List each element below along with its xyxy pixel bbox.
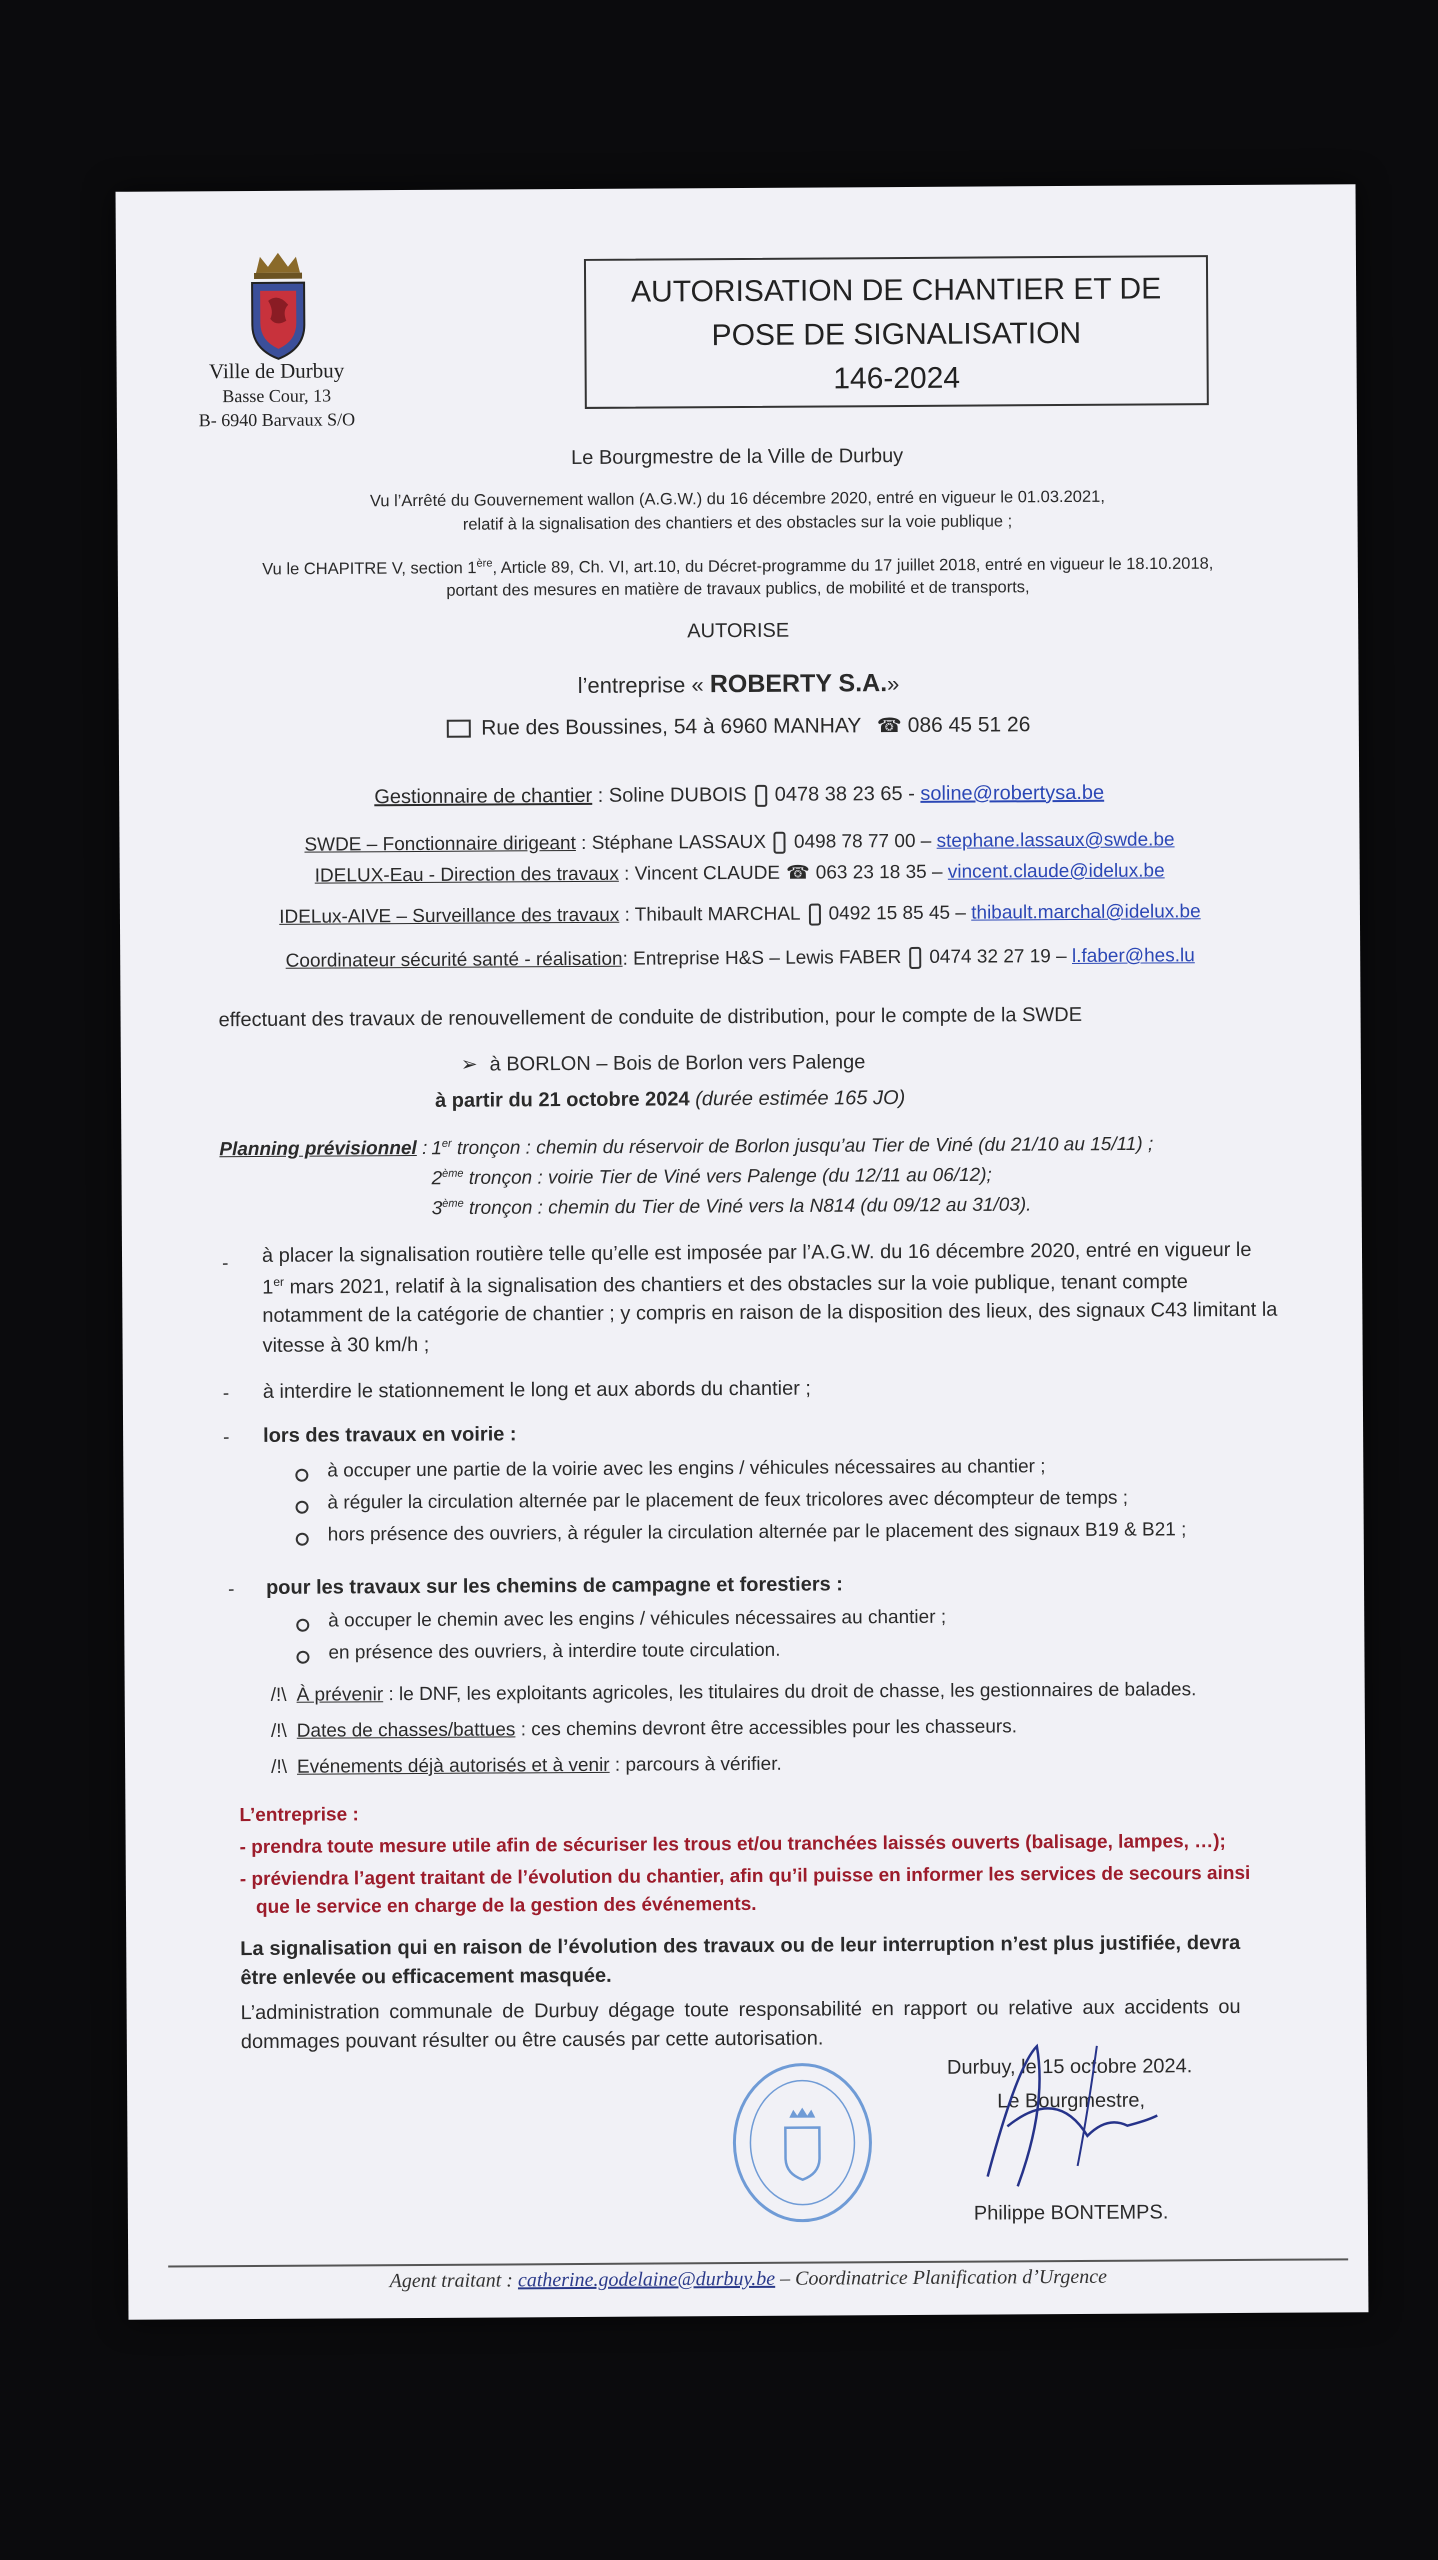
entreprise-heading: L’entreprise : xyxy=(239,1804,359,1827)
envelope-icon xyxy=(447,720,471,738)
dash-bullet: - xyxy=(222,1383,230,1405)
telephone-icon: ☎ xyxy=(876,715,902,738)
closing-paragraph-1: La signalisation qui en raison de l’évolution des travaux ou de leur interruption n’est plus justifiée, devra être enlevée ou efficacement masquée. xyxy=(240,1931,1241,1990)
warning-text: : le DNF, les exploitants agricoles, les titulaires du droit de chasse, les gestionnaires de balades. xyxy=(383,1679,1197,1706)
contact-idelux-aive xyxy=(120,900,1360,930)
mobile-phone-icon xyxy=(755,785,767,807)
company-address-line xyxy=(119,710,1359,743)
municipal-stamp-icon xyxy=(727,2057,878,2228)
contact-phone: 0478 38 23 65 - xyxy=(774,782,921,806)
vu-decret-line-2: portant des mesures en matière de travaux publics, de mobilité et de transports, xyxy=(446,578,1030,600)
footer-suffix: – Coordinatrice Planification d’Urgence xyxy=(775,2265,1108,2290)
footer-email-link[interactable]: catherine.godelaine@durbuy.be xyxy=(517,2267,776,2292)
contact-idelux-eau xyxy=(120,858,1360,889)
contact-phone: 0492 15 85 45 – xyxy=(828,902,972,925)
company-address: Rue des Boussines, 54 à 6960 MANHAY xyxy=(481,714,862,740)
warning-label: Dates de chasses/battues xyxy=(296,1719,516,1742)
section-text: tronçon : chemin du réservoir de Borlon jusqu’au Tier de Viné (du 21/10 au 15/11) ; xyxy=(451,1133,1154,1160)
warning-text: : ces chemins devront être accessibles pour les chasseurs. xyxy=(515,1716,1018,1741)
rule-2: à interdire le stationnement le long et aux abords du chantier ; xyxy=(262,1377,812,1403)
company-line xyxy=(118,666,1358,703)
contact-email-link[interactable]: stephane.lassaux@swde.be xyxy=(936,829,1175,852)
section-text: tronçon : chemin du Tier de Viné vers la N814 (du 09/12 au 31/03). xyxy=(463,1194,1032,1220)
title-line-2: POSE DE SIGNALISATION xyxy=(711,316,1082,353)
contact-email-link[interactable]: vincent.claude@idelux.be xyxy=(947,860,1165,883)
contact-role: Coordinateur sécurité santé - réalisation xyxy=(285,948,623,972)
warning-mark: /!\ xyxy=(271,1756,288,1778)
telephone-icon: ☎ xyxy=(786,862,810,884)
signer-name: Philippe BONTEMPS. xyxy=(973,2201,1169,2225)
works-location xyxy=(461,1049,866,1076)
contact-email-link[interactable]: l.faber@hes.lu xyxy=(1071,945,1195,967)
footer xyxy=(128,2264,1368,2295)
bourgmestre-heading: Le Bourgmestre de la Ville de Durbuy xyxy=(571,445,904,470)
entreprise-line-1: - prendra toute mesure utile afin de sécuriser les trous et/ou tranchées laissés ouverts (balisage, lampes, …); xyxy=(239,1831,1226,1859)
contact-phone: 063 23 18 35 – xyxy=(815,861,948,884)
rule-1-line-2 xyxy=(262,1269,1188,1299)
circle-bullet xyxy=(296,1533,309,1546)
rule-3-item-2: à réguler la circulation alternée par le placement de feux tricolores avec décompteur de temps ; xyxy=(327,1487,1129,1514)
mobile-phone-icon xyxy=(808,904,820,926)
place-and-date: Durbuy, le 15 octobre 2024. xyxy=(946,2055,1193,2079)
issuer-address-2: B- 6940 Barvaux S/O xyxy=(198,409,356,431)
title-line-1: AUTORISATION DE CHANTIER ET DE xyxy=(630,272,1162,309)
contact-email-link[interactable]: soline@robertysa.be xyxy=(920,781,1105,805)
vu-decret-post: , Article 89, Ch. VI, art.10, du Décret-programme du 17 juillet 2018, entré en vigueur le 18.10.2018, xyxy=(492,554,1214,578)
rule-3-item-1: à occuper une partie de la voirie avec les engins / véhicules nécessaires au chantier ; xyxy=(327,1456,1046,1482)
circle-bullet xyxy=(295,1469,308,1482)
dash-bullet: - xyxy=(223,1427,230,1449)
section-suffix: er xyxy=(441,1137,452,1150)
warning-1 xyxy=(271,1679,1197,1707)
planning-item-2 xyxy=(431,1164,991,1190)
mobile-phone-icon xyxy=(909,947,921,969)
handwritten-signature xyxy=(947,2025,1168,2196)
planning-item-3 xyxy=(432,1194,1032,1220)
warning-label: Evénements déjà autorisés et à venir xyxy=(296,1754,610,1778)
contact-role: SWDE – Fonctionnaire dirigeant xyxy=(304,833,576,856)
entreprise-line-3: que le service en charge de la gestion des événements. xyxy=(255,1893,757,1918)
rule-3-heading: lors des travaux en voirie : xyxy=(263,1423,517,1447)
warning-mark: /!\ xyxy=(270,1720,287,1742)
vu-agw-line-1: Vu l’Arrêté du Gouvernement wallon (A.G.W.) du 16 décembre 2020, entré en vigueur le 01.03.2021, xyxy=(369,487,1105,511)
rule-4-item-2: en présence des ouvriers, à interdire toute circulation. xyxy=(328,1639,781,1664)
works-description: effectuant des travaux de renouvellement de conduite de distribution, pour le compte de la SWDE xyxy=(218,1003,1083,1032)
durbuy-crest-icon xyxy=(246,251,311,361)
autorise-heading: AUTORISE xyxy=(687,619,790,643)
closing-paragraph-2: L’administration communale de Durbuy dégage toute responsabilité en rapport ou relative aux accidents ou dommages pouvant résulter ou être causés par cette autorisation. xyxy=(240,1995,1241,2054)
rule-3-item-3: hors présence des ouvriers, à réguler la circulation alternée par le placement des signaux B19 & B21 ; xyxy=(327,1519,1187,1546)
circle-bullet xyxy=(296,1501,309,1514)
vu-decret-line-1 xyxy=(118,552,1358,580)
rule-4-heading: pour les travaux sur les chemins de campagne et forestiers : xyxy=(265,1573,843,1599)
company-name: ROBERTY S.A. xyxy=(709,669,888,699)
contact-email-link[interactable]: thibault.marchal@idelux.be xyxy=(971,901,1201,924)
footer-prefix: Agent traitant : xyxy=(389,2269,518,2293)
contact-coordinateur xyxy=(120,944,1360,974)
rule-4-item-1: à occuper le chemin avec les engins / véhicules nécessaires au chantier ; xyxy=(328,1606,947,1632)
title-box xyxy=(584,255,1209,409)
company-phone: 086 45 51 26 xyxy=(907,713,1031,737)
rule-day-suffix: er xyxy=(273,1274,285,1289)
company-suffix: » xyxy=(887,671,900,697)
planning-label xyxy=(219,1138,427,1161)
vu-agw-line-2: relatif à la signalisation des chantiers et des obstacles sur la voie publique ; xyxy=(462,512,1013,534)
sup-ere: ère xyxy=(476,557,493,570)
contact-person: : Stéphane LASSAUX xyxy=(575,831,767,855)
document-sheet xyxy=(116,184,1369,2320)
contact-phone: 0474 32 27 19 – xyxy=(929,945,1073,968)
section-number: 1 xyxy=(431,1138,443,1160)
rule-text: mars 2021, relatif à la signalisation des chantiers et des obstacles sur la voie publique, tenant compte xyxy=(283,1270,1188,1299)
section-text: tronçon : voirie Tier de Viné vers Palenge (du 12/11 au 06/12); xyxy=(463,1164,992,1190)
rule-day: 1 xyxy=(262,1276,274,1299)
rule-1-line-4: vitesse à 30 km/h ; xyxy=(262,1333,430,1357)
contact-gestionnaire xyxy=(119,780,1359,811)
contact-person: : Thibault MARCHAL xyxy=(619,903,801,926)
planning-title: Planning prévisionnel xyxy=(219,1137,417,1161)
works-start-date xyxy=(435,1087,905,1113)
entreprise-line-2: - préviendra l’agent traitant de l’évolution du chantier, afin qu’il puisse en informer les services de secours ainsi xyxy=(239,1862,1251,1891)
warning-mark: /!\ xyxy=(270,1684,287,1706)
planning-item-1 xyxy=(431,1133,1153,1160)
contact-role: IDELUX-Eau - Direction des travaux xyxy=(314,863,619,887)
contact-person: : Entreprise H&S – Lewis FABER xyxy=(622,947,902,970)
contact-person: : Soline DUBOIS xyxy=(592,783,747,807)
warning-2 xyxy=(271,1716,1017,1743)
issuer-address-1: Basse Cour, 13 xyxy=(222,385,332,407)
estimated-duration: (durée estimée 165 JO) xyxy=(689,1087,906,1111)
contact-phone: 0498 78 77 00 – xyxy=(793,830,937,853)
location-text: à BORLON – Bois de Borlon vers Palenge xyxy=(489,1051,866,1076)
issuer-block xyxy=(177,358,377,432)
dash-bullet: - xyxy=(227,1579,235,1601)
contact-role: Gestionnaire de chantier xyxy=(374,784,593,809)
dash-bullet: - xyxy=(221,1253,229,1275)
issuer-name: Ville de Durbuy xyxy=(208,358,345,384)
contact-swde xyxy=(119,828,1359,858)
section-suffix: ème xyxy=(442,1197,464,1210)
circle-bullet xyxy=(296,1619,309,1632)
contact-person: : Vincent CLAUDE xyxy=(618,862,781,885)
signer-title: Le Bourgmestre, xyxy=(997,2089,1146,2113)
warning-text: : parcours à vérifier. xyxy=(609,1753,782,1776)
section-suffix: ème xyxy=(442,1167,464,1180)
start-date: à partir du 21 octobre 2024 xyxy=(435,1088,690,1112)
arrow-bullet-icon: ➢ xyxy=(460,1053,478,1076)
authorization-number: 146-2024 xyxy=(833,361,961,396)
company-prefix: l’entreprise « xyxy=(577,672,710,698)
mobile-phone-icon xyxy=(774,832,786,854)
warning-3 xyxy=(271,1754,782,1779)
section-number: 3 xyxy=(431,1198,443,1220)
rule-1-line-1: à placer la signalisation routière telle qu’elle est imposée par l’A.G.W. du 16 décembre 2020, entré en vigueur le xyxy=(261,1238,1252,1267)
rule-1-line-3: notamment de la catégorie de chantier ; y compris en raison de la disposition des lieux, des signaux C43 limitant la xyxy=(262,1298,1278,1327)
contact-role: IDELux-AIVE – Surveillance des travaux xyxy=(279,904,620,928)
planning-colon: : xyxy=(416,1137,428,1159)
vu-decret-pre: Vu le CHAPITRE V, section 1 xyxy=(262,559,477,579)
warning-label: À prévenir xyxy=(296,1684,384,1706)
circle-bullet xyxy=(296,1651,309,1664)
section-number: 2 xyxy=(431,1168,443,1190)
